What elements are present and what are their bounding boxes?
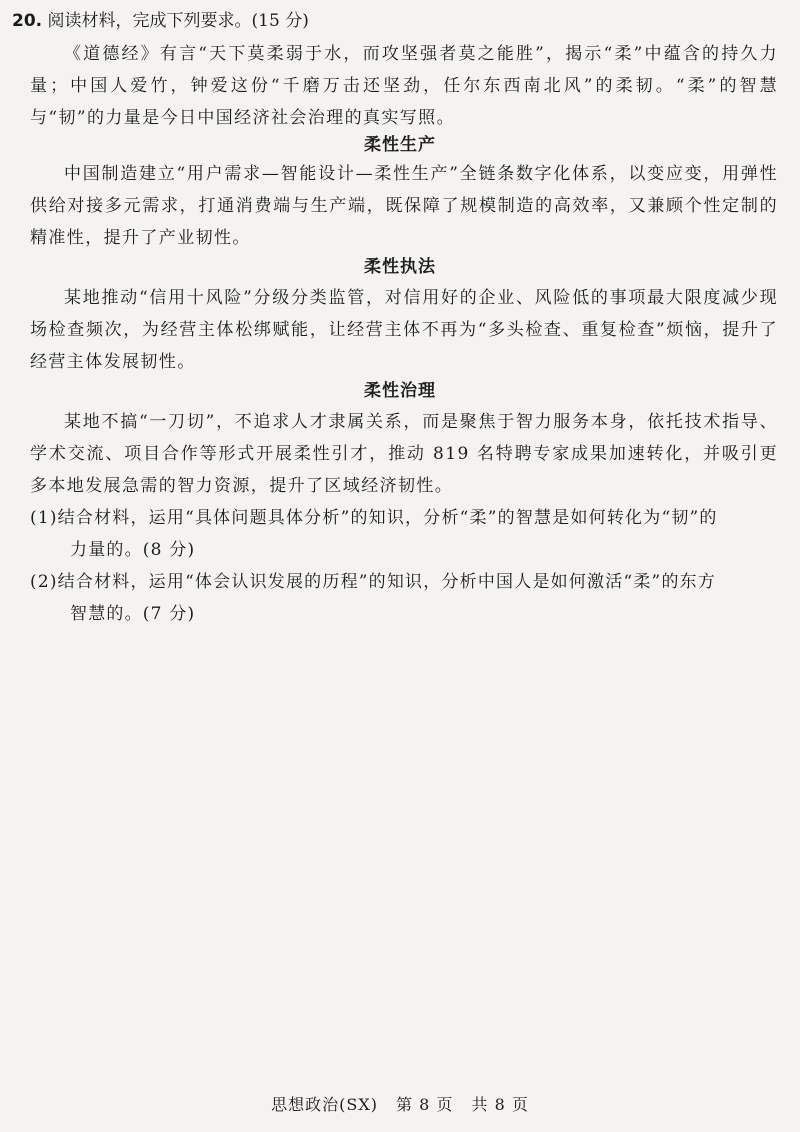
section-title-flexible-governance: 柔性治理 <box>364 381 436 401</box>
section-title-flexible-enforcement: 柔性执法 <box>364 257 436 277</box>
subquestion-1-line1: (1)结合材料，运用“具体问题具体分析”的知识，分析“柔”的智慧是如何转化为“韧”的 <box>30 508 718 528</box>
subquestion-2-line1: (2)结合材料，运用“体会认识发展的历程”的知识，分析中国人是如何激活“柔”的东方 <box>30 572 717 592</box>
question-number: 20. <box>12 11 43 31</box>
footer-subject: 思想政治(SX) <box>271 1095 378 1114</box>
footer-total-pages: 共 8 页 <box>471 1095 529 1114</box>
intro-paragraph: 《道德经》有言“天下莫柔弱于水，而攻坚强者莫之能胜”，揭示“柔”中蕴含的持久力量；中国人爱竹，钟爱这份“千磨万击还坚劲，任尔东西南北风”的柔韧。“柔”的智慧与“韧”的力量是今日中国经济社会治理的真实写照。 <box>30 44 778 128</box>
subquestion-1-line2: 力量的。(8 分) <box>70 540 196 560</box>
page-footer <box>0 1092 800 1115</box>
question-header <box>12 8 309 34</box>
section-text-flexible-production: 中国制造建立“用户需求—智能设计—柔性生产”全链条数字化体系，以变应变，用弹性供给对接多元需求，打通消费端与生产端，既保障了规模制造的高效率，又兼顾个性定制的精准性，提升了产业韧性。 <box>30 164 778 248</box>
question-instruction: 阅读材料，完成下列要求。(15 分) <box>47 11 309 31</box>
section-text-flexible-enforcement: 某地推动“信用十风险”分级分类监管，对信用好的企业、风险低的事项最大限度减少现场检查频次，为经营主体松绑赋能，让经营主体不再为“多头检查、重复检查”烦恼，提升了经营主体发展韧性。 <box>30 288 778 372</box>
subquestion-2 <box>30 566 790 630</box>
subquestion-1 <box>30 502 790 566</box>
subquestion-2-line2: 智慧的。(7 分) <box>70 604 196 624</box>
section-title-flexible-production: 柔性生产 <box>364 135 436 155</box>
footer-page-number: 第 8 页 <box>396 1095 454 1114</box>
section-text-flexible-governance: 某地不搞“一刀切”，不追求人才隶属关系，而是聚焦于智力服务本身，依托技术指导、学术交流、项目合作等形式开展柔性引才，推动 819 名特聘专家成果加速转化，并吸引更多本地发展急需的智力资源，提升了区域经济韧性。 <box>30 412 778 496</box>
